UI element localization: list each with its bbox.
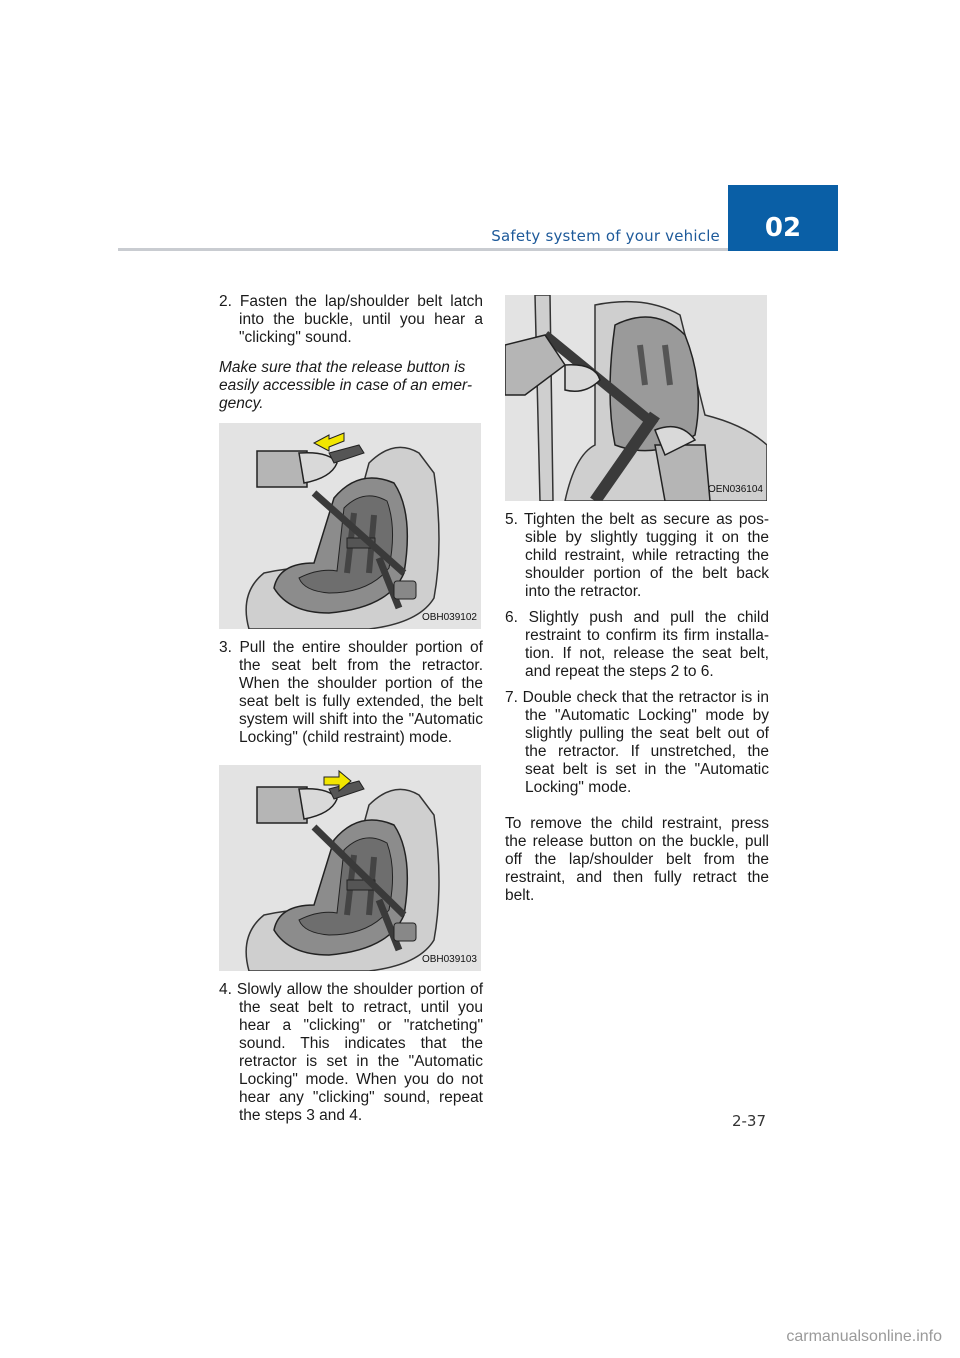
step-7-text: 7. Double check that the retractor is in the "Automatic Locking" mode by slightly pulling the seat belt out of the retractor. If unstretched, the seat belt is set in the "Automatic Locking" mode. [505,689,769,796]
header-rule [118,248,728,251]
figure-pull-shoulder-belt [219,765,481,971]
page-number: 2-37 [731,1112,766,1130]
figure-code: OEN036104 [707,484,763,495]
release-button-note: Make sure that the release button is easily accessible in case of an emer-gency. [219,359,473,412]
figure-code: OBH039102 [421,612,477,623]
figure-fasten-latch [219,423,481,629]
watermark: carmanualsonline.info [786,1328,942,1345]
step-5-text: 5. Tighten the belt as secure as pos-sible by slightly tugging it on the child restraint, while retracting the shoulder portion of the belt back into the retractor. [505,511,769,600]
figure-code: OBH039103 [421,954,477,965]
step-6-text: 6. Slightly push and pull the child restraint to confirm its firm installa-tion. If not, release the seat belt, and repeat the steps 2 to 6. [505,609,769,680]
chapter-badge: 02 [728,185,838,251]
right-column [505,293,769,905]
step-2-text: 2. Fasten the lap/shoulder belt latch into the buckle, until you hear a "clicking" sound. [219,293,483,346]
child-seat-illustration-3 [505,295,767,501]
child-seat-illustration-2 [219,765,481,971]
left-column [219,293,483,1133]
figure-tighten-belt [505,295,767,501]
child-seat-illustration-1 [219,423,481,629]
step-4-text: 4. Slowly allow the shoulder portion of the seat belt to retract, until you hear a "clicking" or "ratcheting" sound. This indicates that the retractor is set in the "Automatic Locking" mode. When you do not hear any "clicking" sound, repeat the steps 3 and 4. [219,981,483,1124]
removal-instructions: To remove the child restraint, press the release button on the buckle, pull off the lap/shoulder belt from the restraint, and then fully retract the belt. [505,815,769,904]
step-3-text: 3. Pull the entire shoulder portion of the seat belt from the retractor. When the shoulder portion of the seat belt is fully extended, the belt system will shift into the "Automatic Locking" (child restraint) mode. [219,639,483,746]
section-title: Safety system of your vehicle [491,227,720,245]
